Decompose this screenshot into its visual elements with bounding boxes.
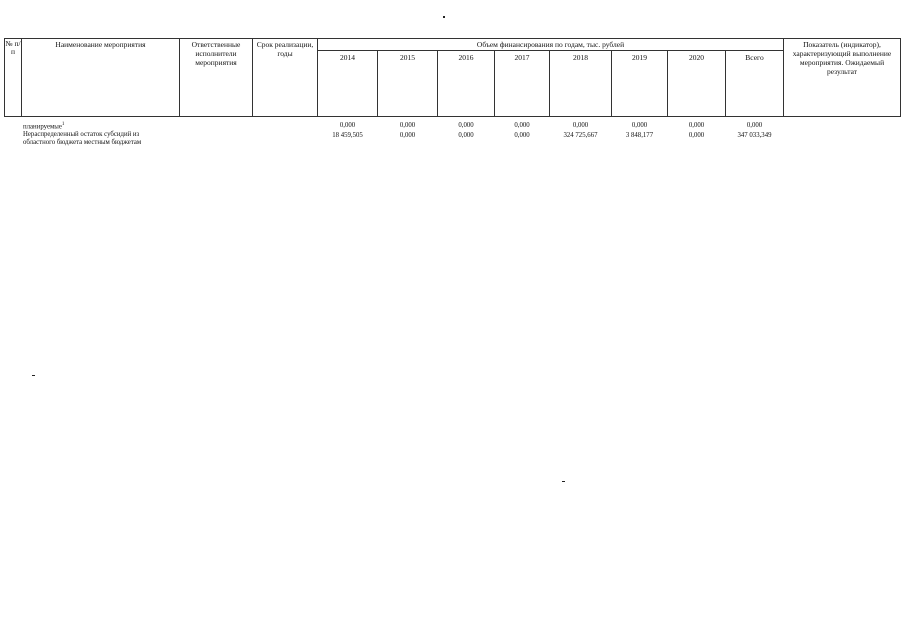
header-funding: Объем финансирования по годам, тыс. рублей xyxy=(476,40,625,49)
table-cell: 0,000 xyxy=(399,132,416,139)
row-planned-name xyxy=(23,121,64,131)
table-cell: 0,000 xyxy=(458,122,474,129)
scan-mark-top xyxy=(443,16,445,18)
table-cell: 18 459,505 xyxy=(332,132,363,139)
table-cell: 347 033,349 xyxy=(737,132,772,139)
table-cell: 0,000 xyxy=(339,122,356,129)
header-num: № п/п xyxy=(5,39,21,56)
header-year-2015: 2015 xyxy=(400,53,415,62)
table-cell: 0,000 xyxy=(688,122,705,129)
col-border xyxy=(900,38,901,117)
header-year-2016: 2016 xyxy=(458,53,474,62)
table-cell: 0,000 xyxy=(399,122,416,129)
scan-mark-right xyxy=(562,481,565,482)
table-cell: 0,000 xyxy=(514,132,530,139)
table-cell: 0,000 xyxy=(746,122,763,129)
table-cell: 0,000 xyxy=(688,132,705,139)
header-executors: Ответственные исполнители мероприятия xyxy=(191,40,241,67)
header-year-2019: 2019 xyxy=(632,53,647,62)
header-year-2014: 2014 xyxy=(340,53,355,62)
table-cell: 0,000 xyxy=(514,122,530,129)
header-year-2018: 2018 xyxy=(573,53,588,62)
table-cell: 324 725,667 xyxy=(563,132,598,139)
table-cell: 0,000 xyxy=(572,122,589,129)
table-cell: 0,000 xyxy=(631,122,648,129)
header-top-border xyxy=(4,38,901,39)
header-year-2017: 2017 xyxy=(514,53,530,62)
header-bottom-border xyxy=(4,116,901,117)
col-border xyxy=(21,38,22,117)
footnote-marker: 1 xyxy=(61,122,65,127)
header-total: Всего xyxy=(745,53,764,62)
row-label: планируемые xyxy=(23,123,62,131)
col-border xyxy=(317,38,318,117)
table-cell: 3 848,177 xyxy=(625,132,654,139)
table-cell: 0,000 xyxy=(458,132,474,139)
scan-mark-left xyxy=(32,375,35,376)
row-unallocated-name: Нераспределенный остаток субсидий из областного бюджета местным бюджетам xyxy=(23,131,142,146)
col-border xyxy=(783,38,784,117)
header-year-2020: 2020 xyxy=(689,53,704,62)
header-period: Срок реализации, годы xyxy=(256,40,314,58)
header-indicator: Показатель (индикатор), характеризующий выполнение мероприятия. Ожидаемый результат xyxy=(792,40,892,76)
header-name: Наименование мероприятия xyxy=(55,40,146,49)
table-header xyxy=(4,38,901,117)
header-year-divider xyxy=(317,50,783,51)
